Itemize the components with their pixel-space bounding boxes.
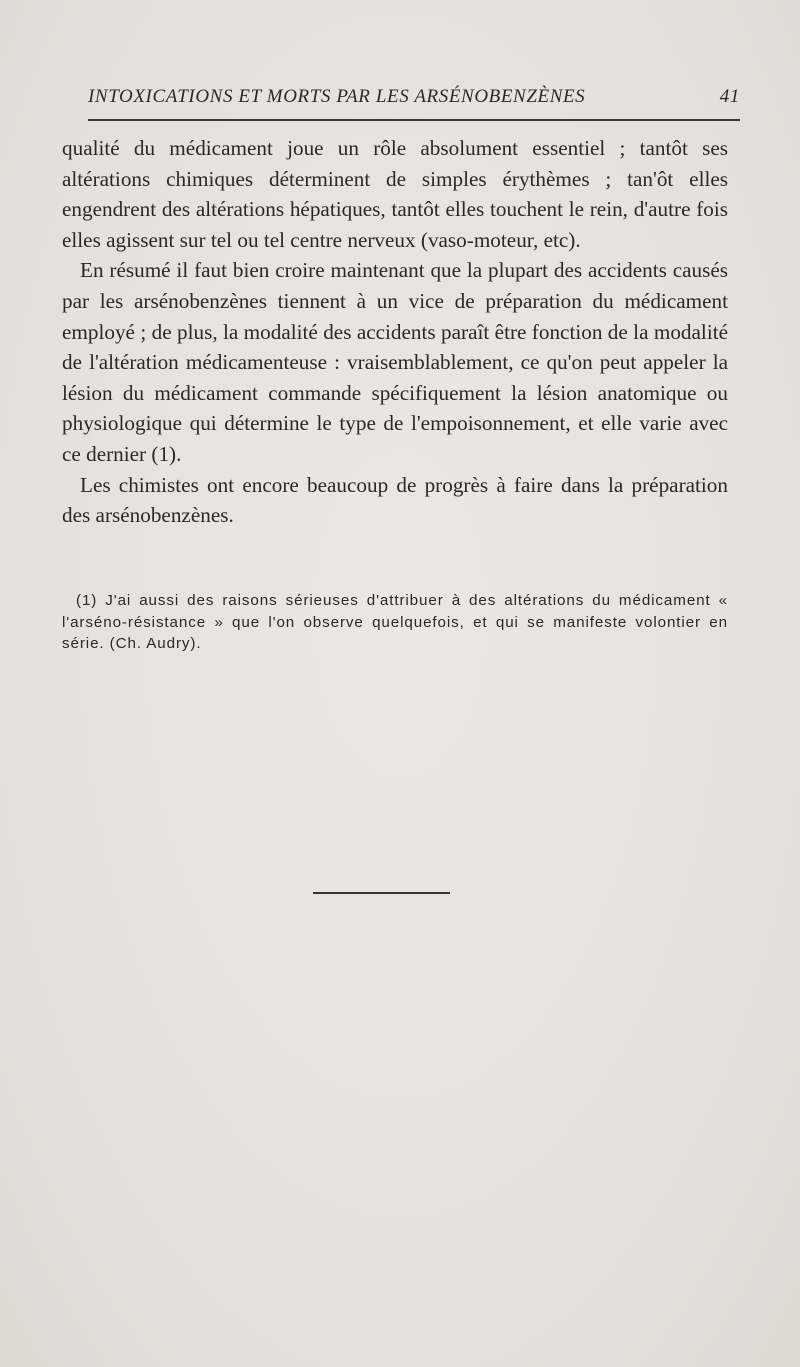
footnote [62,590,728,655]
footnote-text: (1) J'ai aussi des raisons sérieuses d'attribuer à des altérations du médicament « l'arséno-résistance » que l'on observe quelquefois, et qui se manifeste volontier en série. (Ch. Audry). [62,592,728,652]
paragraph-summary: En résumé il faut bien croire maintenant que la plupart des accidents causés par les arsénobenzènes tiennent à un vice de préparation du médicament employé ; de plus, la modalité des accidents paraît être fonction de la modalité de l'altération médicamenteuse : vraisemblablement, ce qu'on peut appeler la lésion du médicament commande spécifiquement la lésion anatomique ou physiologique qui détermine le type de l'empoisonnement, et elle varie avec ce dernier (1). [62,258,728,466]
running-title: INTOXICATIONS ET MORTS PAR LES ARSÉNOBENZÈNES [88,86,586,107]
paragraph-chemists: Les chimistes ont encore beaucoup de progrès à faire dans la préparation des arsénobenzènes. [62,472,728,528]
body-text [62,133,728,531]
section-end-rule [313,892,450,894]
header-rule [88,119,740,121]
page-number: 41 [719,86,740,107]
paragraph-continuation: qualité du médicament joue un rôle absolument essentiel ; tantôt ses altérations chimiques déterminent de simples érythèmes ; tan'ôt elles engendrent des altérations hépatiques, tantôt elles touchent le rein, d'autre fois elles agissent sur tel ou tel centre nerveux (vaso-moteur, etc). [62,136,728,252]
running-header [88,86,740,108]
